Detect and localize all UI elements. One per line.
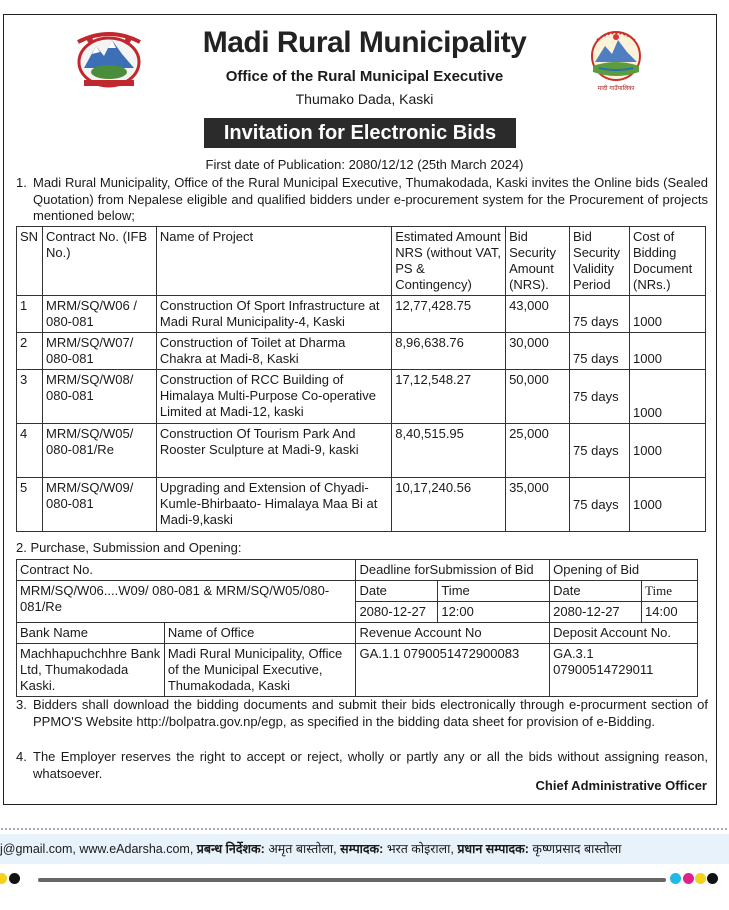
- cell-sn: 4: [17, 424, 43, 478]
- cell-doc-cost: 1000: [630, 478, 706, 532]
- cell-sn: 2: [17, 333, 43, 370]
- footer-value-editor: भरत कोइराला,: [386, 842, 454, 856]
- municipality-title: Madi Rural Municipality: [202, 26, 527, 59]
- cell-sn: 5: [17, 478, 43, 532]
- deposit-label: Deposit Account No.: [550, 623, 698, 644]
- paragraph-text: The Employer reserves the right to accept or reject, wholly or partly any or all the bids without assigning reason, whatsoever.: [33, 749, 708, 781]
- header-doc-cost: Cost of Bidding Document (NRs.): [630, 227, 706, 296]
- cell-security: 35,000: [506, 478, 570, 532]
- cell-doc-cost: 1000: [630, 370, 706, 424]
- opening-date: 2080-12-27: [550, 602, 642, 623]
- opening-label: Opening of Bid: [550, 560, 698, 581]
- cell-validity: 75 days: [570, 333, 630, 370]
- cell-contract: MRM/SQ/W05/ 080-081/Re: [42, 424, 156, 478]
- cell-validity: 75 days: [570, 370, 630, 424]
- cell-doc-cost: 1000: [630, 333, 706, 370]
- signature-title: Chief Administrative Officer: [535, 778, 707, 793]
- paragraph-number: 3.: [16, 697, 27, 712]
- office-value: Madi Rural Municipality, Office of the Municipal Executive, Thumakodada, Kaski: [164, 644, 356, 697]
- header-estimated-amount: Estimated Amount NRS (without VAT, PS & Contingency): [392, 227, 506, 296]
- table-row: [17, 581, 698, 602]
- header-contract-no: Contract No. (IFB No.): [42, 227, 156, 296]
- registration-dot-yellow: [0, 873, 7, 884]
- paragraph-2: 2. Purchase, Submission and Opening:: [16, 540, 242, 555]
- footer-label-chief-editor: प्रधान सम्पादक:: [457, 842, 529, 856]
- office-subtitle: Office of the Rural Municipal Executive: [225, 68, 504, 85]
- footer-label-editor: सम्पादक:: [340, 842, 384, 856]
- office-label: Name of Office: [164, 623, 356, 644]
- paragraph-3: [16, 697, 708, 730]
- registration-dot-black-2: [707, 873, 718, 884]
- deadline-date-label: Date: [356, 581, 438, 602]
- footer-divider: [0, 828, 729, 830]
- cell-contract: MRM/SQ/W08/ 080-081: [42, 370, 156, 424]
- contract-no-label: Contract No.: [17, 560, 356, 581]
- cell-sn: 1: [17, 296, 43, 333]
- revenue-label: Revenue Account No: [356, 623, 550, 644]
- bank-label: Bank Name: [17, 623, 165, 644]
- registration-dot-yellow-2: [695, 873, 706, 884]
- table-row: [17, 478, 706, 532]
- opening-time-label: Time: [642, 581, 698, 602]
- deadline-time-label: Time: [438, 581, 550, 602]
- cell-project: Construction of Toilet at Dharma Chakra at Madi-8, Kaski: [156, 333, 391, 370]
- cell-validity: 75 days: [570, 296, 630, 333]
- footer-contact: j@gmail.com, www.eAdarsha.com,: [0, 842, 194, 856]
- cell-security: 50,000: [506, 370, 570, 424]
- table-header-row: [17, 227, 706, 296]
- publication-date: First date of Publication: 2080/12/12 (25th March 2024): [205, 157, 524, 172]
- deposit-value: GA.3.1 07900514729011: [550, 644, 698, 697]
- footer-value-director: अमृत बास्तोला,: [268, 842, 337, 856]
- cell-doc-cost: 1000: [630, 296, 706, 333]
- cell-doc-cost: 1000: [630, 424, 706, 478]
- registration-dot-cyan: [670, 873, 681, 884]
- projects-table: [16, 226, 706, 532]
- table-row: [17, 424, 706, 478]
- table-row: [17, 644, 698, 697]
- notice-banner: Invitation for Electronic Bids: [204, 118, 516, 148]
- cell-amount: 12,77,428.75: [392, 296, 506, 333]
- cell-project: Upgrading and Extension of Chyadi-Kumle-Bhirbaato- Himalaya Maa Bi at Madi-9,kaski: [156, 478, 391, 532]
- cell-security: 25,000: [506, 424, 570, 478]
- header-bid-security: Bid Security Amount (NRS).: [506, 227, 570, 296]
- cell-contract: MRM/SQ/W09/ 080-081: [42, 478, 156, 532]
- cell-amount: 8,96,638.76: [392, 333, 506, 370]
- deadline-time: 12:00: [438, 602, 550, 623]
- footer-rule: [38, 878, 666, 882]
- cell-validity: 75 days: [570, 424, 630, 478]
- cell-project: Construction Of Sport Infrastructure at Madi Rural Municipality-4, Kaski: [156, 296, 391, 333]
- header-sn: SN: [17, 227, 43, 296]
- cell-validity: 75 days: [570, 478, 630, 532]
- header-validity: Bid Security Validity Period: [570, 227, 630, 296]
- header-project-name: Name of Project: [156, 227, 391, 296]
- cell-amount: 8,40,515.95: [392, 424, 506, 478]
- cell-contract: MRM/SQ/W07/ 080-081: [42, 333, 156, 370]
- newspaper-footer: [0, 834, 729, 864]
- table-row: [17, 333, 706, 370]
- paragraph-number: 4.: [16, 749, 27, 764]
- revenue-value: GA.1.1 0790051472900083: [356, 644, 550, 697]
- cell-sn: 3: [17, 370, 43, 424]
- opening-date-label: Date: [550, 581, 642, 602]
- table-row: [17, 370, 706, 424]
- paragraph-text: Bidders shall download the bidding documents and submit their bids electronically through e-procurment section of PPMO'S Website http://bolpatra.gov.np/egp, as specified in the bidding data sheet for provision of e-Bidding.: [33, 697, 708, 729]
- cell-project: Construction of RCC Building of Himalaya Multi-Purpose Co-operative Limited at Madi-12, kaski: [156, 370, 391, 424]
- table-header-row: [17, 623, 698, 644]
- registration-dot-black: [9, 873, 20, 884]
- cell-contract: MRM/SQ/W06 / 080-081: [42, 296, 156, 333]
- deadline-label: Deadline forSubmission of Bid: [356, 560, 550, 581]
- deadline-date: 2080-12-27: [356, 602, 438, 623]
- cell-security: 43,000: [506, 296, 570, 333]
- cell-project: Construction Of Tourism Park And Rooster Sculpture at Madi-9, kaski: [156, 424, 391, 478]
- cell-amount: 17,12,548.27: [392, 370, 506, 424]
- logo-caption: मादी गाउँपालिका: [597, 85, 635, 92]
- contract-no-value: MRM/SQ/W06....W09/ 080-081 & MRM/SQ/W05/080-081/Re: [17, 581, 356, 623]
- submission-table: [16, 559, 698, 697]
- office-address: Thumako Dada, Kaski: [295, 91, 434, 107]
- registration-dot-magenta: [683, 873, 694, 884]
- cell-amount: 10,17,240.56: [392, 478, 506, 532]
- cell-security: 30,000: [506, 333, 570, 370]
- table-header-row: [17, 560, 698, 581]
- paragraph-text: Madi Rural Municipality, Office of the Rural Municipal Executive, Thumakodada, Kaski invites the Online bids (Sealed Quotation) from Nepalese eligible and qualified bidders under e-procurement system for the Procurement of projects mentioned below;: [33, 175, 708, 223]
- paragraph-number: 1.: [16, 175, 27, 190]
- footer-label-director: प्रबन्ध निर्देशक:: [196, 842, 265, 856]
- table-row: [17, 296, 706, 333]
- bank-value: Machhapuchchhre Bank Ltd, Thumakodada Kaski.: [17, 644, 165, 697]
- opening-time: 14:00: [642, 602, 698, 623]
- paragraph-1: [16, 175, 708, 225]
- footer-value-chief-editor: कृष्णप्रसाद बास्तोला: [532, 842, 622, 856]
